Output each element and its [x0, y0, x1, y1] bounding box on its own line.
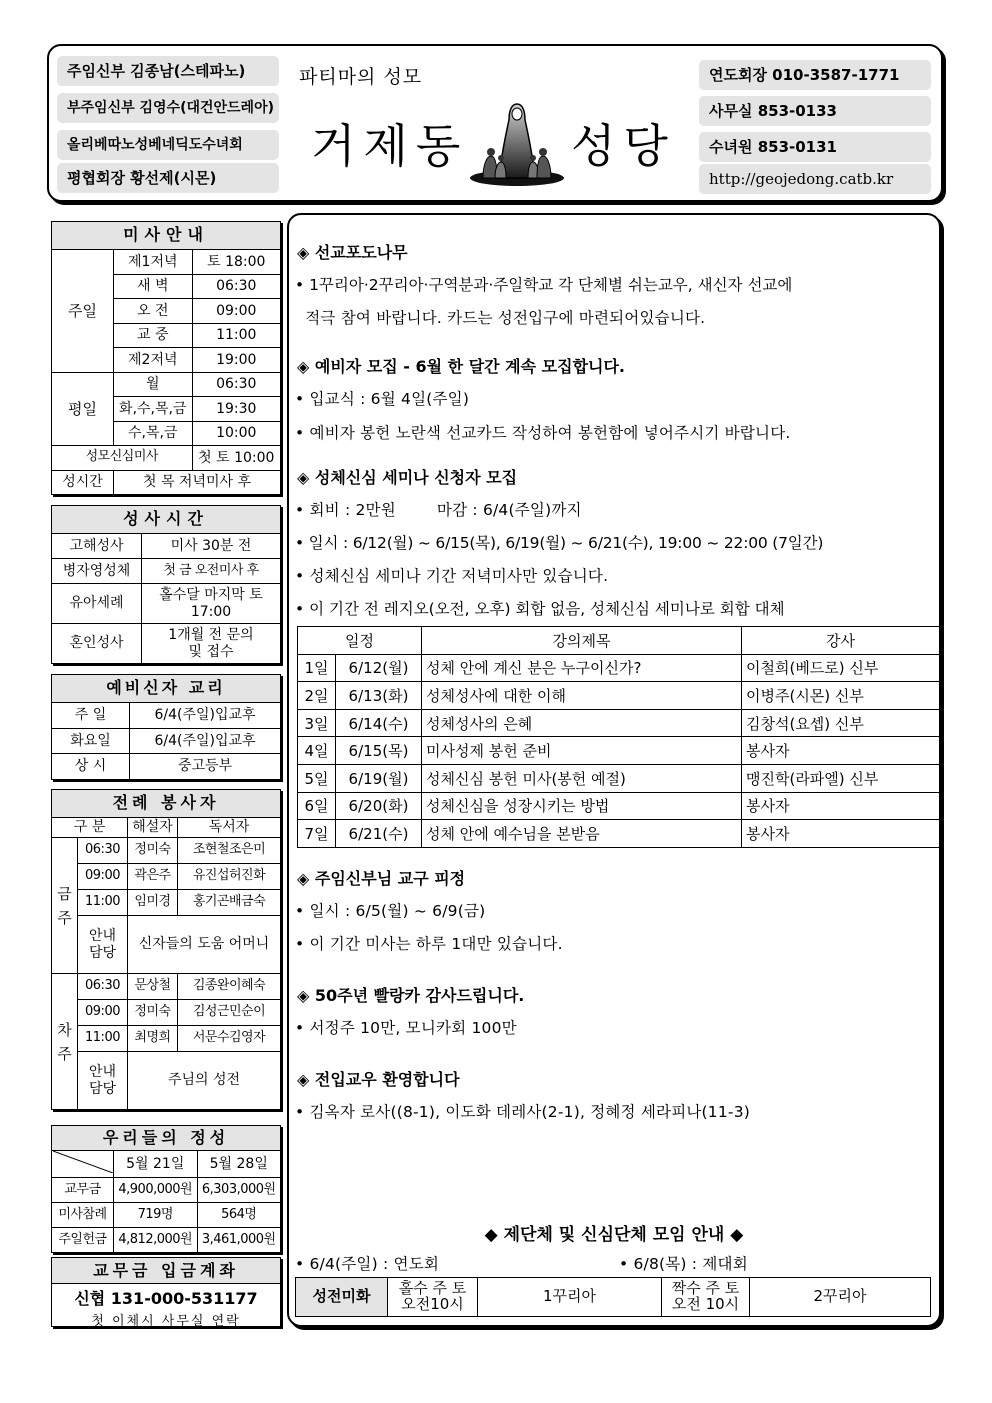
sacrament-name: 병자영성체 — [52, 559, 142, 584]
notice-panel — [287, 213, 941, 1327]
bulletin-header — [47, 44, 943, 202]
reader-names: 김성근민순이 — [178, 1000, 281, 1026]
commentator-name: 문상철 — [128, 974, 178, 1000]
notice-title: ◈ 선교포도나무 — [297, 243, 408, 262]
server-time: 11:00 — [78, 1026, 128, 1052]
meeting-item: • 6/8(목) : 제대회 — [619, 1255, 748, 1273]
sacrament-table — [51, 505, 281, 664]
col-type-header: 구 분 — [52, 818, 128, 838]
mass-name: 새 벽 — [114, 274, 193, 299]
mass-name: 성모신심미사 — [52, 446, 193, 471]
parish-name-right: 성당 — [571, 119, 676, 173]
seminar-topic: 성체신심 봉헌 미사(봉헌 예절) — [422, 764, 742, 792]
commentator-name: 최명희 — [128, 1026, 178, 1052]
mass-time: 19:00 — [192, 348, 280, 373]
meeting-item: • 6/4(주일) : 연도회 — [295, 1255, 440, 1273]
mass-name: 교 중 — [114, 323, 193, 348]
parish-name-left: 거제동 — [311, 119, 469, 173]
meetings-title: ◆ 제단체 및 신심단체 모임 안내 ◆ — [484, 1225, 744, 1245]
server-time: 09:00 — [78, 864, 128, 890]
seminar-topic: 성체성사의 은혜 — [422, 709, 742, 737]
notice-line: • 예비자 봉헌 노란색 선교카드 작성하여 봉헌함에 넣어주시기 바랍니다. — [295, 424, 791, 442]
account-number: 신협 131-000-531177 — [74, 1289, 258, 1308]
mass-name: 제2저녁 — [114, 348, 193, 373]
seminar-date: 6/14(수) — [336, 709, 422, 737]
seminar-row — [298, 792, 940, 820]
seminar-header-topic: 강의제목 — [422, 627, 742, 655]
sacrament-value: 첫 금 오전미사 후 — [142, 559, 281, 584]
notice-title: ◈ 주임신부님 교구 피정 — [297, 869, 466, 888]
commentator-name: 정미숙 — [128, 838, 178, 864]
seminar-day: 3일 — [298, 709, 336, 737]
mass-time: 06:30 — [192, 274, 280, 299]
sunday-label: 주일 — [52, 250, 114, 373]
offering-value: 4,900,000원 — [114, 1178, 198, 1203]
notice-line: • 이 기간 전 레지오(오전, 오후) 회합 없음, 성체신심 세미나로 회합 대체 — [295, 600, 785, 618]
guide-group: 신자들의 도움 어머니 — [128, 916, 281, 974]
notice-line: • 일시 : 6/5(월) ~ 6/9(금) — [295, 902, 486, 920]
mass-schedule-table — [51, 221, 281, 495]
mass-time: 11:00 — [192, 323, 280, 348]
offering-value: 719명 — [114, 1203, 198, 1228]
convent-phone-box: 수녀원 853-0131 — [699, 132, 931, 162]
catechumen-value: 중고등부 — [130, 754, 281, 780]
sisters-box: 올리베따노성베네딕도수녀회 — [57, 130, 279, 160]
seminar-speaker: 봉사자 — [742, 737, 940, 765]
offering-title: 우리들의 정성 — [52, 1126, 281, 1151]
mass-name: 제1저녁 — [114, 250, 193, 275]
website-link[interactable]: http://geojedong.catb.kr — [699, 164, 931, 194]
account-note: 첫 이체시 사무실 연락 — [91, 1314, 241, 1329]
madonna-logo-icon — [467, 98, 567, 190]
diagonal-line-icon — [53, 1151, 113, 1173]
notice-line: • 일시 : 6/12(월) ~ 6/15(목), 6/19(월) ~ 6/21(수), 19:00 ~ 22:00 (7일간) — [295, 534, 824, 552]
seminar-topic: 성체 안에 계신 분은 누구이신가? — [422, 654, 742, 682]
offering-name: 주일헌금 — [52, 1228, 114, 1253]
seminar-header-schedule: 일정 — [298, 627, 422, 655]
weekday-label: 평일 — [52, 372, 114, 446]
notice-line: • 입교식 : 6월 4일(주일) — [295, 390, 470, 408]
parish-subtitle: 파티마의 성모 — [299, 66, 423, 88]
seminar-table — [297, 626, 940, 848]
seminar-date: 6/12(월) — [336, 654, 422, 682]
seminar-date: 6/20(화) — [336, 792, 422, 820]
catechumen-title: 예비신자 교리 — [52, 675, 281, 703]
office-phone-box: 사무실 853-0133 — [699, 96, 931, 126]
seminar-row — [298, 820, 940, 848]
reader-names: 서문수김영자 — [178, 1026, 281, 1052]
altar-decoration-table — [295, 1277, 931, 1317]
mass-name: 수,목,금 — [114, 421, 193, 446]
seminar-date: 6/15(목) — [336, 737, 422, 765]
offering-date: 5월 28일 — [197, 1151, 281, 1178]
seminar-speaker: 봉사자 — [742, 820, 940, 848]
commentator-name: 정미숙 — [128, 1000, 178, 1026]
seminar-row — [298, 764, 940, 792]
seminar-day: 5일 — [298, 764, 336, 792]
assistant-pastor-box: 부주임신부 김영수(대건안드레아) — [57, 93, 279, 123]
offering-date: 5월 21일 — [114, 1151, 198, 1178]
seminar-row — [298, 709, 940, 737]
mass-time: 06:30 — [192, 372, 280, 397]
notice-line: • 회비 : 2만원 마감 : 6/4(주일)까지 — [295, 501, 582, 519]
notice-line: • 1꾸리아·2꾸리아·구역분과·주일학교 각 단체별 쉬는교우, 새신자 선교에 — [295, 276, 793, 294]
offering-name: 교무금 — [52, 1178, 114, 1203]
offering-value: 3,461,000원 — [197, 1228, 281, 1253]
mass-name: 화,수,목,금 — [114, 397, 193, 422]
sacrament-title: 성사시간 — [52, 506, 281, 534]
odd-week-label: 홀수 주 토 오전10시 — [388, 1278, 478, 1317]
server-time: 06:30 — [78, 974, 128, 1000]
sacrament-value: 홀수달 마지막 토 17:00 — [142, 584, 281, 624]
sacrament-value: 미사 30분 전 — [142, 534, 281, 559]
seminar-row — [298, 654, 940, 682]
seminar-topic: 성체 안에 예수님을 본받음 — [422, 820, 742, 848]
guide-label: 안내 담당 — [78, 916, 128, 974]
seminar-speaker: 김창석(요셉) 신부 — [742, 709, 940, 737]
sacrament-value: 1개월 전 문의 및 접수 — [142, 624, 281, 664]
reader-names: 홍기곤배금숙 — [178, 890, 281, 916]
catechumen-name: 화요일 — [52, 728, 130, 754]
altar-label: 성전미화 — [296, 1278, 388, 1317]
col-commentator-header: 해설자 — [128, 818, 178, 838]
mass-time: 09:00 — [192, 299, 280, 324]
sacrament-name: 혼인성사 — [52, 624, 142, 664]
seminar-day: 6일 — [298, 792, 336, 820]
next-week-label: 차주 — [52, 974, 78, 1110]
sacrament-name: 유아세례 — [52, 584, 142, 624]
catechumen-table — [51, 674, 281, 780]
seminar-topic: 성체신심을 성장시키는 방법 — [422, 792, 742, 820]
this-week-label: 금주 — [52, 838, 78, 974]
mass-title: 미사안내 — [52, 222, 281, 250]
mass-time: 토 18:00 — [192, 250, 280, 275]
offering-value: 564명 — [197, 1203, 281, 1228]
catechumen-value: 6/4(주일)입교후 — [130, 728, 281, 754]
server-time: 06:30 — [78, 838, 128, 864]
reader-names: 유진섭허진화 — [178, 864, 281, 890]
guide-label: 안내 담당 — [78, 1052, 128, 1110]
seminar-row — [298, 737, 940, 765]
mass-name: 월 — [114, 372, 193, 397]
mass-time: 첫 토 10:00 — [192, 446, 280, 471]
offering-table — [51, 1125, 281, 1253]
mass-name: 오 전 — [114, 299, 193, 324]
notice-title: ◈ 50주년 빨랑카 감사드립니다. — [297, 986, 525, 1005]
liturgy-servers-table — [51, 789, 281, 1110]
account-box — [51, 1257, 281, 1327]
account-title: 교무금 입금계좌 — [52, 1258, 280, 1284]
notice-title: ◈ 전입교우 환영합니다 — [297, 1070, 460, 1089]
mass-time: 첫 목 저녁미사 후 — [114, 470, 281, 495]
even-week-label: 짝수 주 토 오전 10시 — [662, 1278, 750, 1317]
offering-diagonal-cell — [52, 1151, 114, 1178]
guide-group: 주님의 성전 — [128, 1052, 281, 1110]
offering-name: 미사참례 — [52, 1203, 114, 1228]
seminar-speaker: 봉사자 — [742, 792, 940, 820]
notice-title: ◈ 성체신심 세미나 신청자 모집 — [297, 468, 518, 487]
seminar-header-speaker: 강사 — [742, 627, 940, 655]
commentator-name: 임미경 — [128, 890, 178, 916]
notice-line: • 성체신심 세미나 기간 저녁미사만 있습니다. — [295, 567, 609, 585]
mass-name: 성시간 — [52, 470, 114, 495]
notice-line: • 김옥자 로사((8-1), 이도화 데레사(2-1), 정혜정 세라피나(11-3) — [295, 1103, 751, 1121]
col-reader-header: 독서자 — [178, 818, 281, 838]
pastor-box: 주임신부 김종남(스테파노) — [57, 56, 279, 86]
catechumen-name: 주 일 — [52, 703, 130, 729]
liturgy-title: 전례 봉사자 — [52, 790, 281, 818]
mass-time: 10:00 — [192, 421, 280, 446]
sacrament-name: 고해성사 — [52, 534, 142, 559]
even-week-group: 2꾸리아 — [750, 1278, 931, 1317]
catechumen-value: 6/4(주일)입교후 — [130, 703, 281, 729]
seminar-row — [298, 682, 940, 710]
seminar-topic: 미사성제 봉헌 준비 — [422, 737, 742, 765]
notice-line: • 서정주 10만, 모니카회 100만 — [295, 1019, 517, 1037]
notice-line: • 이 기간 미사는 하루 1대만 있습니다. — [295, 935, 563, 953]
seminar-day: 1일 — [298, 654, 336, 682]
seminar-speaker: 이철희(베드로) 신부 — [742, 654, 940, 682]
council-president-box: 평협회장 황선제(시몬) — [57, 163, 279, 193]
server-time: 09:00 — [78, 1000, 128, 1026]
reader-names: 김종완이혜숙 — [178, 974, 281, 1000]
seminar-date: 6/13(화) — [336, 682, 422, 710]
seminar-day: 4일 — [298, 737, 336, 765]
notice-title: ◈ 예비자 모집 - 6월 한 달간 계속 모집합니다. — [297, 357, 626, 376]
seminar-day: 7일 — [298, 820, 336, 848]
seminar-speaker: 이병주(시몬) 신부 — [742, 682, 940, 710]
catechumen-name: 상 시 — [52, 754, 130, 780]
offering-value: 4,812,000원 — [114, 1228, 198, 1253]
notice-line: 적극 참여 바랍니다. 카드는 성전입구에 마련되어있습니다. — [295, 309, 706, 327]
reader-names: 조현철조은미 — [178, 838, 281, 864]
server-time: 11:00 — [78, 890, 128, 916]
seminar-date: 6/21(수) — [336, 820, 422, 848]
seminar-speaker: 맹진학(라파엘) 신부 — [742, 764, 940, 792]
seminar-day: 2일 — [298, 682, 336, 710]
seminar-date: 6/19(월) — [336, 764, 422, 792]
seminar-topic: 성체성사에 대한 이해 — [422, 682, 742, 710]
memorial-leader-box: 연도회장 010-3587-1771 — [699, 60, 931, 90]
odd-week-group: 1꾸리아 — [478, 1278, 662, 1317]
offering-value: 6,303,000원 — [197, 1178, 281, 1203]
mass-time: 19:30 — [192, 397, 280, 422]
commentator-name: 곽은주 — [128, 864, 178, 890]
